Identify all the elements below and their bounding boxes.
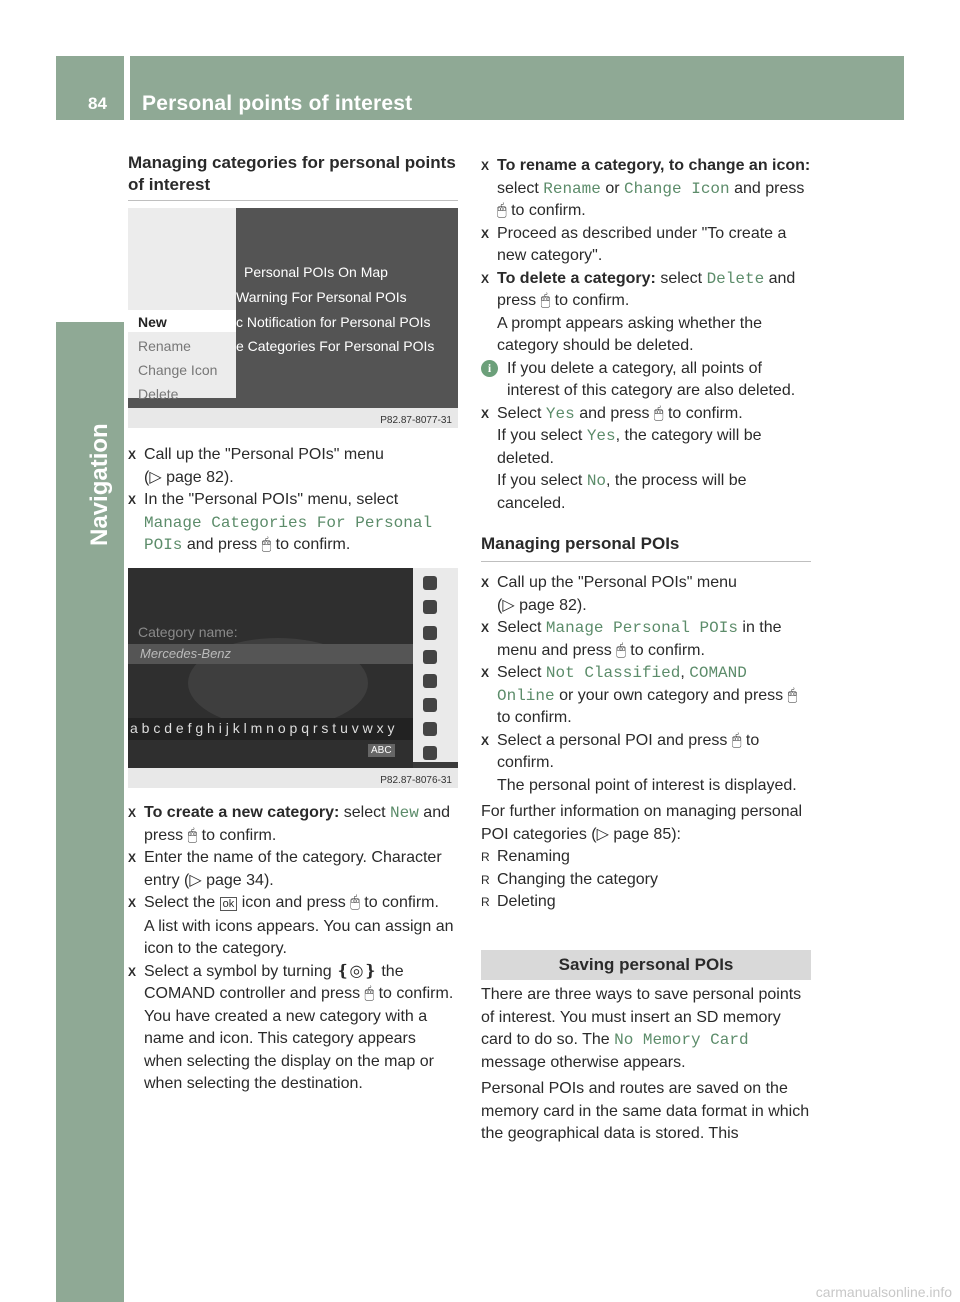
paragraph: Personal POIs and routes are saved on the memory card in the same data format in which the geographical data is stored. This xyxy=(481,1080,810,1142)
bullet-item: R Renaming xyxy=(481,846,811,869)
keyboard-row: a b c d e f g h i j k l m n o p q r s t u v w x y xyxy=(130,720,395,736)
menu-right-item: Personal POIs On Map xyxy=(244,264,388,280)
step: X Select Yes and press 🖱 to confirm. If you select Yes, the category will be deleted. If you select No, the process will be canceled. xyxy=(481,403,811,516)
image-caption: P82.87-8076-31 xyxy=(380,775,452,786)
image-caption: P82.87-8077-31 xyxy=(380,415,452,426)
left-steps-2 xyxy=(128,802,458,1096)
menu-item-delete: Delete xyxy=(138,386,179,402)
step: X To delete a category: select Delete and press 🖱 to confirm. A prompt appears asking whether the category should be deleted. xyxy=(481,268,811,358)
symbol-icon xyxy=(423,674,437,688)
ok-icon: ok xyxy=(220,897,238,911)
symbol-icon xyxy=(423,626,437,640)
step: X Enter the name of the category. Character entry (▷ page 34). xyxy=(128,847,458,892)
step: X Select Manage Personal POIs in the menu and press 🖱 to confirm. xyxy=(481,617,811,662)
menu-right-item: e Categories For Personal POIs xyxy=(236,338,435,354)
right-column xyxy=(481,155,811,1146)
screenshot-manage-categories xyxy=(128,208,458,428)
side-tab-label: Navigation xyxy=(86,423,113,546)
menu-item-new: New xyxy=(138,314,167,330)
step: X Select a symbol by turning ❴◎❵ the COMAND controller and press 🖱 to confirm. You have created a new category with a name and icon. This category appears when selecting the display on the map or when selecting the destination. xyxy=(128,961,458,1096)
info-icon: i xyxy=(481,360,498,377)
category-menu xyxy=(128,208,236,402)
paragraph: There are three ways to save personal points of interest. You must insert an SD memory card to do so. The No Memory Card message otherwise appears. xyxy=(481,986,802,1071)
step: X To create a new category: select New and press 🖱 to confirm. xyxy=(128,802,458,847)
symbol-icon xyxy=(423,722,437,736)
section-heading: Managing personal POIs xyxy=(481,533,811,562)
menu-item-rename: Rename xyxy=(138,338,191,354)
screenshot-category-name xyxy=(128,568,458,788)
step: X Proceed as described under "To create a new category". xyxy=(481,223,811,268)
page-number: 84 xyxy=(88,94,107,113)
info-note: i If you delete a category, all points of interest of this category are also deleted. xyxy=(481,358,811,403)
step: X In the "Personal POIs" menu, select Manage Categories For Personal POIs and press 🖱 to confirm. xyxy=(128,489,458,557)
menu-right-item: c Notification for Personal POIs xyxy=(236,314,431,330)
page-number-box xyxy=(56,56,124,120)
header-bar xyxy=(130,56,904,120)
icon-list xyxy=(413,568,458,762)
category-name-value: Mercedes-Benz xyxy=(140,646,232,661)
menu-right-item: Warning For Personal POIs xyxy=(236,289,407,305)
boxed-heading: Saving personal POIs xyxy=(481,950,811,981)
symbol-icon xyxy=(423,600,437,614)
section-heading: Managing categories for personal points of interest xyxy=(128,152,458,201)
left-column xyxy=(128,152,458,201)
step: X Select a personal POI and press 🖱 to confirm. The personal point of interest is displayed. xyxy=(481,730,811,798)
category-name-label: Category name: xyxy=(138,624,238,640)
side-tab xyxy=(56,322,124,1302)
symbol-icon xyxy=(423,746,437,760)
abc-key: ABC xyxy=(368,744,395,757)
step: X Select Not Classified, COMAND Online or your own category and press 🖱 to confirm. xyxy=(481,662,811,730)
step: X Call up the "Personal POIs" menu (▷ page 82). xyxy=(481,572,811,617)
symbol-icon xyxy=(423,576,437,590)
step: X To rename a category, to change an icon: select Rename or Change Icon and press 🖱 to confirm. xyxy=(481,155,811,223)
step: X Select the ok icon and press 🖱 to confirm. A list with icons appears. You can assign an icon to the category. xyxy=(128,892,458,961)
left-steps-1 xyxy=(128,444,458,557)
watermark: carmanualsonline.info xyxy=(815,1284,952,1300)
symbol-icon xyxy=(423,698,437,712)
step: X Call up the "Personal POIs" menu (▷ page 82). xyxy=(128,444,458,489)
bullet-item: R Deleting xyxy=(481,891,811,914)
page-title: Personal points of interest xyxy=(142,92,413,115)
bullet-item: R Changing the category xyxy=(481,869,811,892)
menu-item-change-icon: Change Icon xyxy=(138,362,218,378)
paragraph: For further information on managing personal POI categories (▷ page 85): xyxy=(481,803,803,843)
symbol-icon xyxy=(423,650,437,664)
